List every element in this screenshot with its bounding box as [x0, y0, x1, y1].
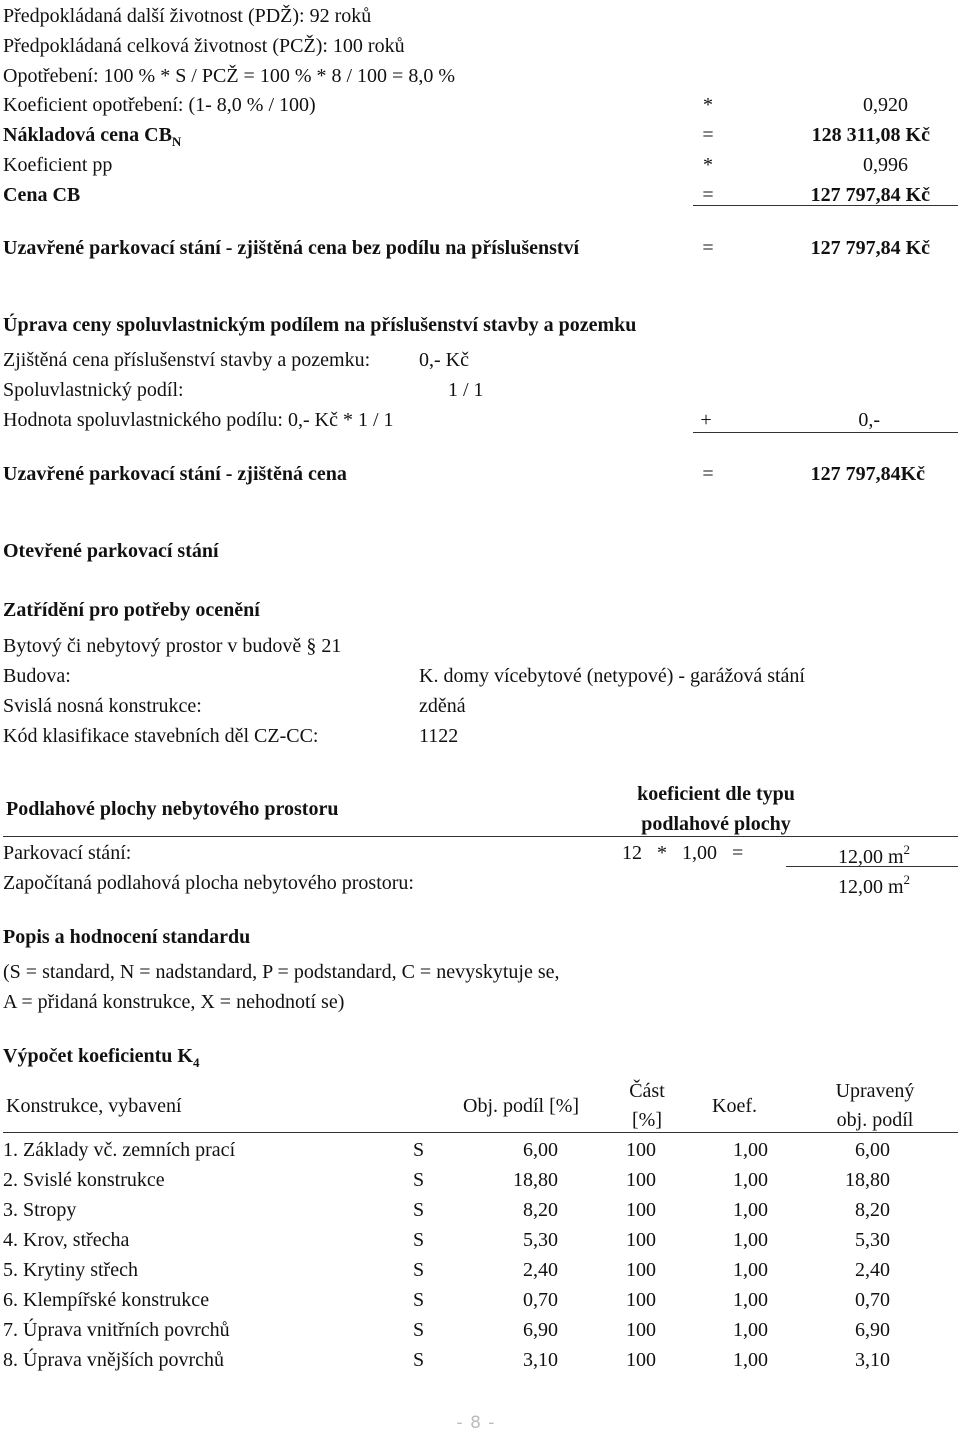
- construction-name: 3. Stropy: [3, 1199, 77, 1221]
- pp-coef-value: 0,996: [863, 154, 908, 176]
- pp-coef-label: Koeficient pp: [3, 154, 113, 176]
- construction-name: 6. Klempířské konstrukce: [3, 1289, 210, 1311]
- adjusted-share-value: 8,20: [855, 1199, 890, 1221]
- construction-name: 1. Základy vč. zemních prací: [3, 1139, 236, 1161]
- col-header-construction: Konstrukce, vybavení: [6, 1095, 182, 1117]
- pp-coef-operator: *: [703, 154, 713, 176]
- building-label: Budova:: [3, 665, 71, 687]
- classification-title: Zatřídění pro potřeby ocenění: [3, 599, 260, 621]
- closed-final-value: 127 797,84Kč: [810, 463, 925, 485]
- section-sign-icon: §: [306, 635, 317, 657]
- divider-line: [693, 432, 958, 433]
- accessory-price-label: Zjištěná cena příslušenství stavby a pozemku:: [3, 349, 371, 371]
- share-value: 5,30: [523, 1229, 558, 1251]
- standard-grade: S: [413, 1169, 425, 1191]
- part-value: 100: [626, 1199, 656, 1221]
- wear-coef-value: 0,920: [863, 94, 908, 116]
- classification-line: Bytový či nebytový prostor v budově § 21: [3, 635, 342, 657]
- closed-final-label: Uzavřené parkovací stání - zjištěná cena: [3, 463, 347, 485]
- coef-header-line2: podlahové plochy: [641, 813, 791, 835]
- share-value: 0,70: [523, 1289, 558, 1311]
- coef-value: 1,00: [733, 1199, 768, 1221]
- accessory-price-value: 0,- Kč: [419, 349, 469, 371]
- standard-grade: S: [413, 1289, 425, 1311]
- open-parking-title: Otevřené parkovací stání: [3, 540, 219, 562]
- col-header-part-line2: [%]: [632, 1109, 662, 1131]
- col-header-coef: Koef.: [712, 1095, 757, 1117]
- structure-label: Svislá nosná konstrukce:: [3, 695, 202, 717]
- col-header-part-line1: Část: [629, 1080, 665, 1102]
- floor-title: Podlahové plochy nebytového prostoru: [6, 798, 339, 820]
- construction-name: 7. Úprava vnitřních povrchů: [3, 1319, 230, 1341]
- part-value: 100: [626, 1229, 656, 1251]
- divider-line: [3, 836, 958, 837]
- cost-price-value: 128 311,08 Kč: [811, 124, 930, 146]
- price-cb-operator: =: [702, 184, 714, 206]
- closed-no-acc-value: 127 797,84 Kč: [810, 237, 930, 259]
- standard-legend-line1: (S = standard, N = nadstandard, P = podstandard, C = nevyskytuje se,: [3, 961, 560, 983]
- share-value: 6,00: [523, 1139, 558, 1161]
- share-value: 8,20: [523, 1199, 558, 1221]
- cz-cc-value: 1122: [419, 725, 459, 747]
- standard-grade: S: [413, 1259, 425, 1281]
- coef-header-line1: koeficient dle typu: [637, 783, 795, 805]
- part-value: 100: [626, 1169, 656, 1191]
- page-number: - 8 -: [456, 1413, 496, 1433]
- construction-name: 4. Krov, střecha: [3, 1229, 130, 1251]
- col-header-adjusted-line1: Upravený: [835, 1080, 915, 1102]
- coef-value: 1,00: [733, 1349, 768, 1371]
- parking-row-value: 12,00 $m^2$: [837, 842, 910, 868]
- adjusted-share-value: 18,80: [845, 1169, 890, 1191]
- coef-value: 1,00: [733, 1259, 768, 1281]
- counted-area-label: Započítaná podlahová plocha nebytového prostoru:: [3, 872, 414, 894]
- cz-cc-label: Kód klasifikace stavebních děl CZ-CC:: [3, 725, 319, 747]
- part-value: 100: [626, 1139, 656, 1161]
- closed-no-acc-label: Uzavřené parkovací stání - zjištěná cena bez podílu na příslušenství: [3, 237, 580, 259]
- adjusted-share-value: 5,30: [855, 1229, 890, 1251]
- divider-line: [3, 1132, 958, 1133]
- wear-coef-operator: *: [703, 94, 713, 116]
- standard-title: Popis a hodnocení standardu: [3, 926, 251, 948]
- part-value: 100: [626, 1289, 656, 1311]
- construction-name: 8. Úprava vnějších povrchů: [3, 1349, 225, 1371]
- closed-no-acc-operator: =: [702, 237, 714, 259]
- pdz-line: Předpokládaná další životnost (PDŽ): 92 roků: [3, 5, 372, 27]
- adjusted-share-value: 2,40: [855, 1259, 890, 1281]
- standard-grade: S: [413, 1199, 425, 1221]
- share-value-label: Hodnota spoluvlastnického podílu: 0,- Kč * 1 / 1: [3, 409, 394, 431]
- share-value: 2,40: [523, 1259, 558, 1281]
- standard-grade: S: [413, 1349, 425, 1371]
- wear-coef-label: Koeficient opotřebení: (1- 8,0 % / 100): [3, 94, 316, 116]
- structure-value: zděná: [419, 695, 466, 717]
- col-header-adjusted-line2: obj. podíl: [836, 1109, 914, 1131]
- col-header-share: Obj. podíl [%]: [463, 1095, 580, 1117]
- divider-line: [693, 205, 958, 206]
- coownership-share-label: Spoluvlastnický podíl:: [3, 379, 184, 401]
- counted-area-value: 12,00 $m^2$: [837, 872, 910, 898]
- adjusted-share-value: 0,70: [855, 1289, 890, 1311]
- share-value-amount: 0,-: [858, 409, 880, 431]
- coef-value: 1,00: [733, 1229, 768, 1251]
- closed-final-operator: =: [702, 463, 714, 485]
- price-cb-value: 127 797,84 Kč: [810, 184, 930, 206]
- share-value: 3,10: [523, 1349, 558, 1371]
- parking-row-calc: 12 * 1,00 =: [622, 842, 744, 864]
- cost-price-operator: =: [702, 124, 714, 146]
- standard-grade: S: [413, 1229, 425, 1251]
- construction-name: 5. Krytiny střech: [3, 1259, 138, 1281]
- standard-grade: S: [413, 1319, 425, 1341]
- adjusted-share-value: 6,90: [855, 1319, 890, 1341]
- adjusted-share-value: 3,10: [855, 1349, 890, 1371]
- coownership-share-value: 1 / 1: [448, 379, 484, 401]
- standard-grade: S: [413, 1139, 425, 1161]
- share-value-operator: +: [700, 409, 712, 431]
- wear-line: Opotřebení: 100 % * S / PCŽ = 100 % * 8 / 100 = 8,0 %: [3, 65, 455, 87]
- part-value: 100: [626, 1259, 656, 1281]
- adjusted-share-value: 6,00: [855, 1139, 890, 1161]
- k4-title: Výpočet koeficientu $K_4$: [3, 1045, 200, 1070]
- coef-value: 1,00: [733, 1139, 768, 1161]
- adjust-title: Úprava ceny spoluvlastnickým podílem na příslušenství stavby a pozemku: [3, 314, 637, 336]
- construction-name: 2. Svislé konstrukce: [3, 1169, 165, 1191]
- part-value: 100: [626, 1349, 656, 1371]
- coef-value: 1,00: [733, 1169, 768, 1191]
- part-value: 100: [626, 1319, 656, 1341]
- share-value: 6,90: [523, 1319, 558, 1341]
- coef-value: 1,00: [733, 1289, 768, 1311]
- standard-legend-line2: A = přidaná konstrukce, X = nehodnotí se): [3, 991, 345, 1013]
- coef-value: 1,00: [733, 1319, 768, 1341]
- price-cb-label: Cena CB: [3, 184, 81, 206]
- cost-price-label: Nákladová cena $CB_N$: [3, 124, 182, 149]
- building-value: K. domy vícebytové (netypové) - garážová stání: [419, 665, 805, 687]
- pcz-line: Předpokládaná celková životnost (PCŽ): 100 roků: [3, 35, 405, 57]
- divider-line: [786, 866, 958, 867]
- parking-row-label: Parkovací stání:: [3, 842, 132, 864]
- share-value: 18,80: [513, 1169, 558, 1191]
